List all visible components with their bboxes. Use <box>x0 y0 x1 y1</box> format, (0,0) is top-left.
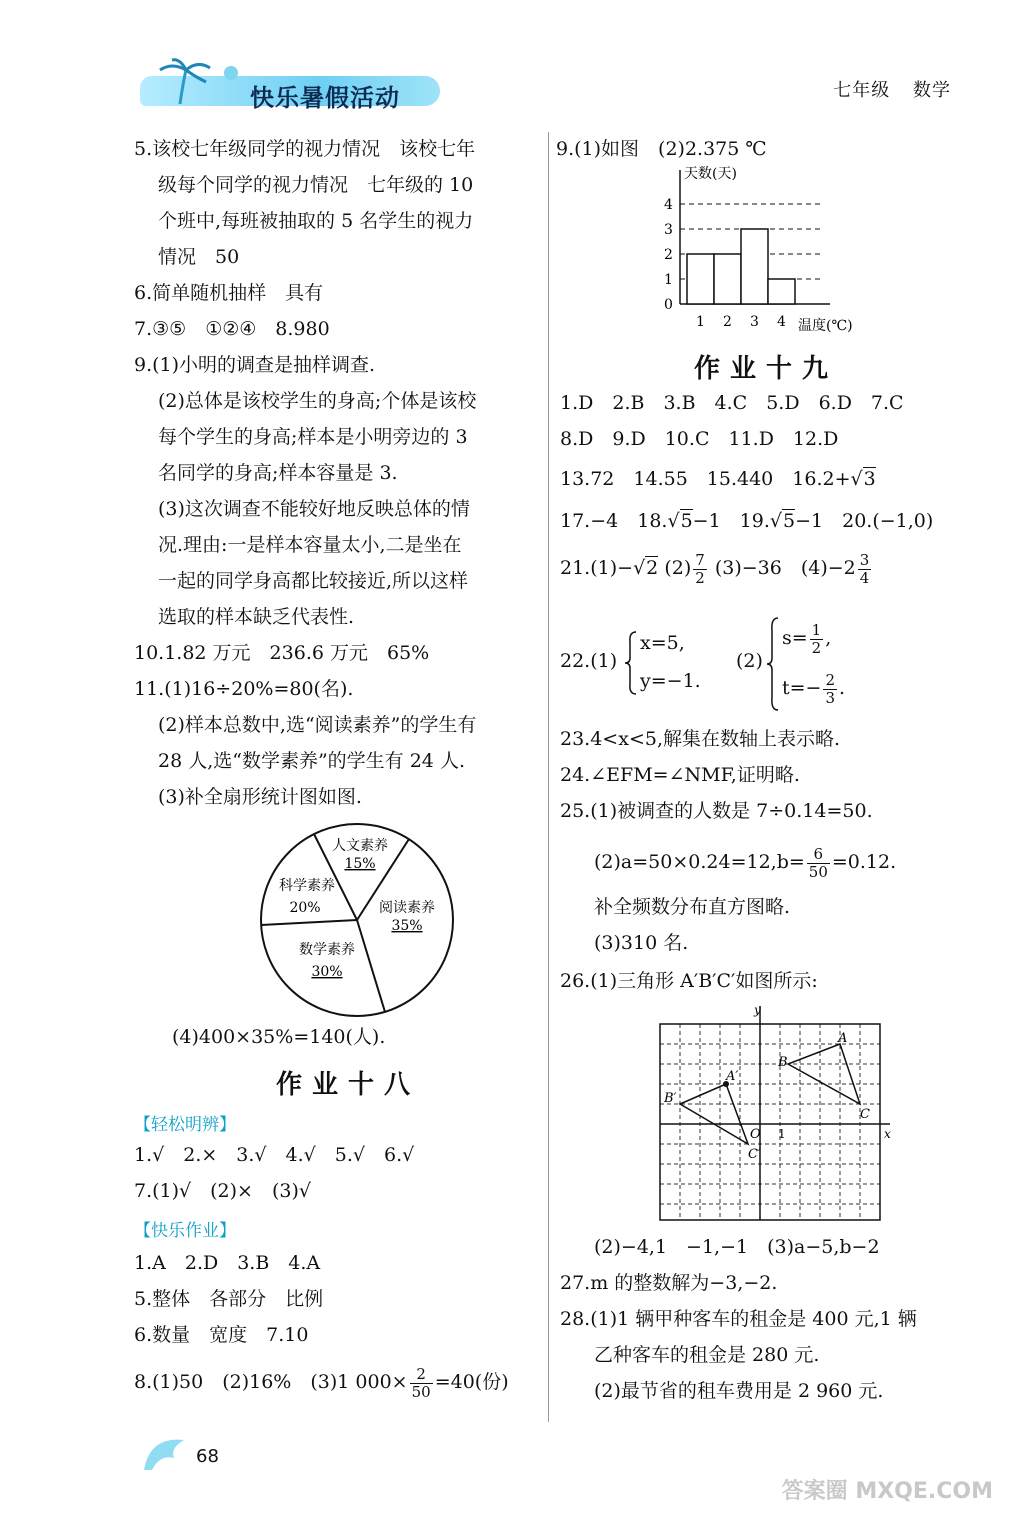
answer-line: (2)−4,1 −1,−1 (3)a−5,b−2 <box>594 1236 880 1258</box>
answer-label: (2) <box>736 650 763 672</box>
answer-text: −1 19. <box>692 510 770 532</box>
answer-line: (2)总体是该校学生的身高;个体是该校 <box>158 390 477 412</box>
fraction <box>410 1366 433 1400</box>
radicand: 3 <box>863 468 876 490</box>
fraction-numerator: 2 <box>410 1366 433 1384</box>
answer-text: (3)−36 (4)−2 <box>714 557 856 579</box>
y-tick-label: 4 <box>664 197 673 213</box>
y-tick-label: 0 <box>664 297 673 313</box>
point-label: A′ <box>726 1069 739 1084</box>
answer-line: 23.4<x<5,解集在数轴上表示略. <box>560 728 841 750</box>
bar <box>768 279 795 304</box>
answer-text: (2)a=50×0.24=12,b= <box>594 851 805 873</box>
answer-line: (3)310 名. <box>594 932 689 954</box>
left-brace <box>766 616 780 712</box>
bar <box>741 229 768 304</box>
answer-line: 10.1.82 万元 236.6 万元 65% <box>134 642 430 664</box>
answer-line <box>560 470 876 489</box>
point-label: C′ <box>748 1147 761 1162</box>
answer-line <box>560 552 873 586</box>
watermark-text: 答案圈 MXQE.COM <box>781 1479 993 1504</box>
bar <box>714 254 741 304</box>
answer-text: s= <box>782 627 808 649</box>
section-title: 作业十八 <box>276 1070 421 1100</box>
triangle-a-prime-b-prime-c-prime <box>680 1084 748 1144</box>
pie-percent: 30% <box>311 964 343 980</box>
origin-label: O <box>750 1127 761 1142</box>
answer-line: 8.D 9.D 10.C 11.D 12.D <box>560 428 839 450</box>
answer-line: 个班中,每班被抽取的 5 名学生的视力 <box>158 210 474 232</box>
pie-chart <box>257 820 457 1020</box>
point-label: B <box>778 1055 788 1070</box>
y-tick-label: 3 <box>664 222 673 238</box>
answer-line: 28 人,选“数学素养”的学生有 24 人. <box>158 750 465 772</box>
radicand: 5 <box>680 510 693 532</box>
answer-line: 补全频数分布直方图略. <box>594 896 791 918</box>
pie-label: 科学素养 <box>279 878 335 894</box>
answer-line: 24.∠EFM=∠NMF,证明略. <box>560 764 800 786</box>
answer-line: 一起的同学身高都比较接近,所以这样 <box>158 570 469 592</box>
answer-line <box>560 512 933 531</box>
answer-line: 27.m 的整数解为−3,−2. <box>560 1272 778 1294</box>
answer-line: (3)这次调查不能较好地反映总体的情 <box>158 498 470 520</box>
x-axis-label: x <box>884 1127 891 1141</box>
subject-label: 数学 <box>913 80 951 101</box>
fraction-denominator: 50 <box>411 1382 431 1401</box>
point-label: A <box>838 1031 848 1046</box>
point-label: C <box>860 1107 870 1122</box>
answer-line: 25.(1)被调查的人数是 7÷0.14=50. <box>560 800 873 822</box>
fraction-denominator: 3 <box>825 688 836 707</box>
answer-text: t=− <box>782 677 822 699</box>
watermark <box>782 1474 993 1505</box>
page-number: 68 <box>196 1446 219 1467</box>
answer-line: 1.√ 2.× 3.√ 4.√ 5.√ 6.√ <box>134 1144 415 1166</box>
fraction-denominator: 50 <box>808 862 828 881</box>
answer-line: (2)样本总数中,选“阅读素养”的学生有 <box>158 714 477 736</box>
answer-text: =0.12. <box>831 851 897 873</box>
answer-line: 级每个同学的视力情况 七年级的 10 <box>158 174 474 196</box>
point-label: B′ <box>664 1091 677 1106</box>
answer-line: 选取的样本缺乏代表性. <box>158 606 355 628</box>
fraction <box>823 672 837 706</box>
pie-percent: 20% <box>289 900 321 916</box>
answer-label: 22.(1) <box>560 650 618 672</box>
grid-border <box>660 1024 880 1220</box>
unit-label: 1 <box>778 1127 786 1141</box>
answer-line: (4)400×35%=140(人). <box>172 1026 386 1048</box>
radicand: 5 <box>783 510 796 532</box>
answer-line: 1.D 2.B 3.B 4.C 5.D 6.D 7.C <box>560 392 904 414</box>
fraction-denominator: 4 <box>859 568 870 587</box>
section-title: 作业十九 <box>694 354 839 384</box>
answer-line: 5.整体 各部分 比例 <box>134 1288 324 1310</box>
answer-line: 11.(1)16÷20%=80(名). <box>134 678 354 700</box>
section-tag: 【轻松明辨】 <box>134 1115 236 1135</box>
answer-line: (3)补全扇形统计图如图. <box>158 786 362 808</box>
pie-percent: 15% <box>344 856 376 872</box>
answer-line: 情况 50 <box>158 246 240 268</box>
y-axis-label: y <box>754 1003 761 1017</box>
y-tick-label: 2 <box>664 247 673 263</box>
column-divider <box>548 132 549 1422</box>
section-tag: 【快乐作业】 <box>134 1221 236 1241</box>
sqrt-sign: √ <box>633 557 646 579</box>
y-tick-label: 1 <box>664 272 673 288</box>
pie-label: 人文素养 <box>332 838 388 854</box>
bar-chart <box>640 164 970 334</box>
answer-line <box>594 846 896 880</box>
fraction-numerator: 7 <box>695 551 705 569</box>
system-equation: t=− $\frac{2}{3}$ . <box>782 671 846 707</box>
answer-line: 9.(1)小明的调查是抽样调查. <box>134 354 376 376</box>
palm-tree-icon <box>150 58 220 106</box>
radicand: 2 <box>646 557 659 579</box>
answer-line: 1.A 2.D 3.B 4.A <box>134 1252 321 1274</box>
answer-text: (2) <box>664 557 692 579</box>
fraction-numerator: 1 <box>811 621 822 639</box>
sqrt-sign: √ <box>667 510 680 532</box>
fraction-denominator: 2 <box>695 568 705 587</box>
answer-text: 17.−4 18. <box>560 510 668 532</box>
answer-text: 21.(1)− <box>560 557 634 579</box>
answer-line: 6.简单随机抽样 具有 <box>134 282 324 304</box>
book-title: 快乐暑假活动 <box>250 84 400 112</box>
answer-line: 况.理由:一是样本容量太小,二是坐在 <box>158 534 462 556</box>
sqrt-sign: √ <box>850 468 863 490</box>
answer-line: 5.该校七年级同学的视力情况 该校七年 <box>134 138 476 160</box>
header-banner <box>130 58 450 110</box>
y-axis-label: 天数(天) <box>684 166 737 182</box>
grade-label: 七年级 <box>833 80 891 101</box>
x-tick-label: 2 <box>723 314 732 330</box>
answer-line: 28.(1)1 辆甲种客车的租金是 400 元,1 辆 <box>560 1308 917 1330</box>
grid-lines <box>660 1024 880 1220</box>
answer-line: 名同学的身高;样本容量是 3. <box>158 462 398 484</box>
fraction <box>810 622 824 656</box>
answer-line <box>134 1366 509 1400</box>
x-axis-label: 温度(℃) <box>798 318 853 334</box>
pie-label: 数学素养 <box>299 942 355 958</box>
bar <box>687 254 714 304</box>
answer-line: 乙种客车的租金是 280 元. <box>594 1344 820 1366</box>
answer-line: 每个学生的身高;样本是小明旁边的 3 <box>158 426 468 448</box>
x-tick-label: 4 <box>777 314 786 330</box>
answer-line: 6.数量 宽度 7.10 <box>134 1324 309 1346</box>
system-equation: y=−1. <box>640 670 701 692</box>
fraction-numerator: 6 <box>807 846 830 864</box>
answer-text: −1 20.(−1,0) <box>795 510 934 532</box>
sun-icon <box>220 62 242 84</box>
system-equation: x=5, <box>640 632 685 654</box>
left-brace <box>624 630 638 696</box>
answer-line: (2)最节省的租车费用是 2 960 元. <box>594 1380 884 1402</box>
pie-label: 阅读素养 <box>379 900 435 916</box>
fraction-numerator: 2 <box>825 671 836 689</box>
fraction <box>858 552 872 586</box>
answer-line: 7.(1)√ (2)× (3)√ <box>134 1180 312 1202</box>
answer-text: 13.72 14.55 15.440 16.2+ <box>560 468 851 490</box>
answer-line: 9.(1)如图 (2)2.375 ℃ <box>556 138 767 160</box>
header-info <box>817 76 951 102</box>
wave-decoration-icon <box>140 1430 200 1474</box>
fraction <box>807 846 830 880</box>
fraction-denominator: 2 <box>811 638 822 657</box>
answer-text: 8.(1)50 (2)16% (3)1 000× <box>134 1371 408 1393</box>
system-equation: s= $\frac{1}{2}$ , <box>782 621 832 657</box>
pie-percent: 35% <box>391 918 423 934</box>
fraction <box>693 552 707 586</box>
triangle-abc <box>788 1044 860 1104</box>
coordinate-grid-figure <box>650 1000 900 1230</box>
x-tick-label: 1 <box>696 314 705 330</box>
fraction-numerator: 3 <box>859 551 870 569</box>
answer-line: 26.(1)三角形 A′B′C′如图所示: <box>560 970 818 992</box>
answer-text: =40(份) <box>434 1371 509 1393</box>
sqrt-sign: √ <box>769 510 782 532</box>
answer-line: 7.③⑤ ①②④ 8.980 <box>134 318 330 340</box>
x-tick-label: 3 <box>750 314 759 330</box>
